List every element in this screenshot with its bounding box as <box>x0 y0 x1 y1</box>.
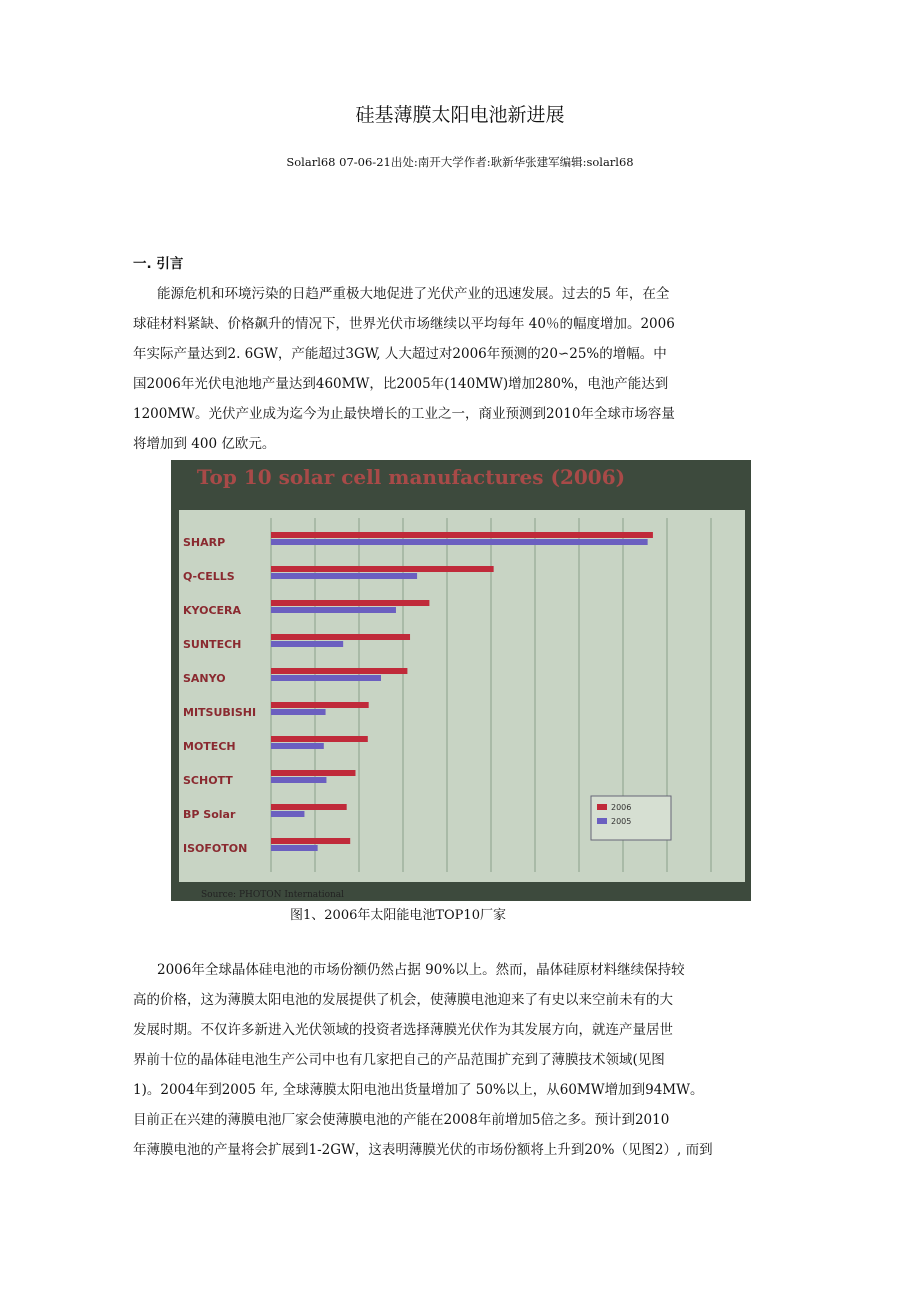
byline: Solarl68 07-06-21出处:南开大学作者:耿新华张建军编辑:solarl68 <box>286 155 634 169</box>
text-line: 球硅材料紧缺、价格飙升的情况下，世界光伏市场继续以平均每年 40％的幅度增加。2006 <box>133 316 675 332</box>
category-label: SCHOTT <box>183 774 233 787</box>
bar-2006 <box>271 804 347 810</box>
figure-caption: 图1、2006年太阳能电池TOP10厂家 <box>290 908 506 923</box>
text-line: 将增加到 400 亿欧元。 <box>133 436 276 452</box>
bar-2005 <box>271 811 304 817</box>
bar-2006 <box>271 634 410 640</box>
text-line: 2006年全球晶体硅电池的市场份额仍然占据 90%以上。然而，晶体硅原材料继续保持较 <box>157 962 685 978</box>
category-label: SANYO <box>183 672 226 685</box>
page-title: 硅基薄膜太阳电池新进展 <box>355 104 565 126</box>
bar-2006 <box>271 668 407 674</box>
text-line: 高的价格，这为薄膜太阳电池的发展提供了机会，使薄膜电池迎来了有史以来空前未有的大 <box>133 992 673 1008</box>
bar-2005 <box>271 777 326 783</box>
bar-2005 <box>271 675 381 681</box>
bar-2005 <box>271 845 318 851</box>
bar-2006 <box>271 532 653 538</box>
category-label: KYOCERA <box>183 604 242 617</box>
text-line: 界前十位的晶体硅电池生产公司中也有几家把自己的产品范围扩充到了薄膜技术领域(见图 <box>133 1052 665 1068</box>
text-line: 能源危机和环境污染的日趋严重极大地促进了光伏产业的迅速发展。过去的5 年，在全 <box>157 286 670 302</box>
legend-label: 2006 <box>611 803 632 812</box>
text-line: 目前正在兴建的薄膜电池厂家会使薄膜电池的产能在2008年前增加5倍之多。预计到2010 <box>133 1112 670 1128</box>
text-line: 国2006年光伏电池地产量达到460MW，比2005年(140MW)增加280%，电池产能达到 <box>133 376 669 392</box>
bar-chart <box>171 460 751 901</box>
text-line: 1)。2004年到2005 年, 全球薄膜太阳电池出货量增加了 50%以上，从60MW增加到94MW。 <box>133 1082 704 1098</box>
category-label: SHARP <box>183 536 226 549</box>
bar-2005 <box>271 607 396 613</box>
legend-swatch <box>597 818 607 824</box>
legend-label: 2005 <box>611 817 632 826</box>
bar-2005 <box>271 573 417 579</box>
chart-legend <box>591 796 671 840</box>
text-line: 1200MW。光伏产业成为迄今为止最快增长的工业之一，商业预测到2010年全球市场容量 <box>133 406 675 422</box>
bar-2006 <box>271 566 494 572</box>
chart-photo <box>171 460 751 901</box>
category-label: BP Solar <box>183 808 236 821</box>
chart-title: Top 10 solar cell manufactures (2006) <box>196 465 626 489</box>
text-line: 发展时期。不仅许多新进入光伏领域的投资者选择薄膜光伏作为其发展方向，就连产量居世 <box>133 1022 673 1038</box>
bar-2006 <box>271 736 368 742</box>
bar-2005 <box>271 641 343 647</box>
bar-2006 <box>271 702 369 708</box>
text-line: 年实际产量达到2. 6GW，产能超过3GW, 人大超过对2006年预测的20∽25%的增幅。中 <box>133 346 667 362</box>
category-label: ISOFOTON <box>183 842 248 855</box>
category-label: Q-CELLS <box>183 570 235 583</box>
text-line: 年薄膜电池的产量将会扩展到1-2GW，这表明薄膜光伏的市场份额将上升到20%（见图2）, 而到 <box>133 1142 713 1158</box>
bar-2005 <box>271 743 324 749</box>
category-label: SUNTECH <box>183 638 242 651</box>
category-label: MITSUBISHI <box>183 706 257 719</box>
bar-2005 <box>271 539 648 545</box>
legend-swatch <box>597 804 607 810</box>
section-heading: 一. 引言 <box>133 256 184 272</box>
bar-2006 <box>271 838 350 844</box>
bar-2006 <box>271 770 355 776</box>
bar-2006 <box>271 600 429 606</box>
chart-source: Source: PHOTON International <box>201 890 345 900</box>
bar-2005 <box>271 709 326 715</box>
category-label: MOTECH <box>183 740 236 753</box>
